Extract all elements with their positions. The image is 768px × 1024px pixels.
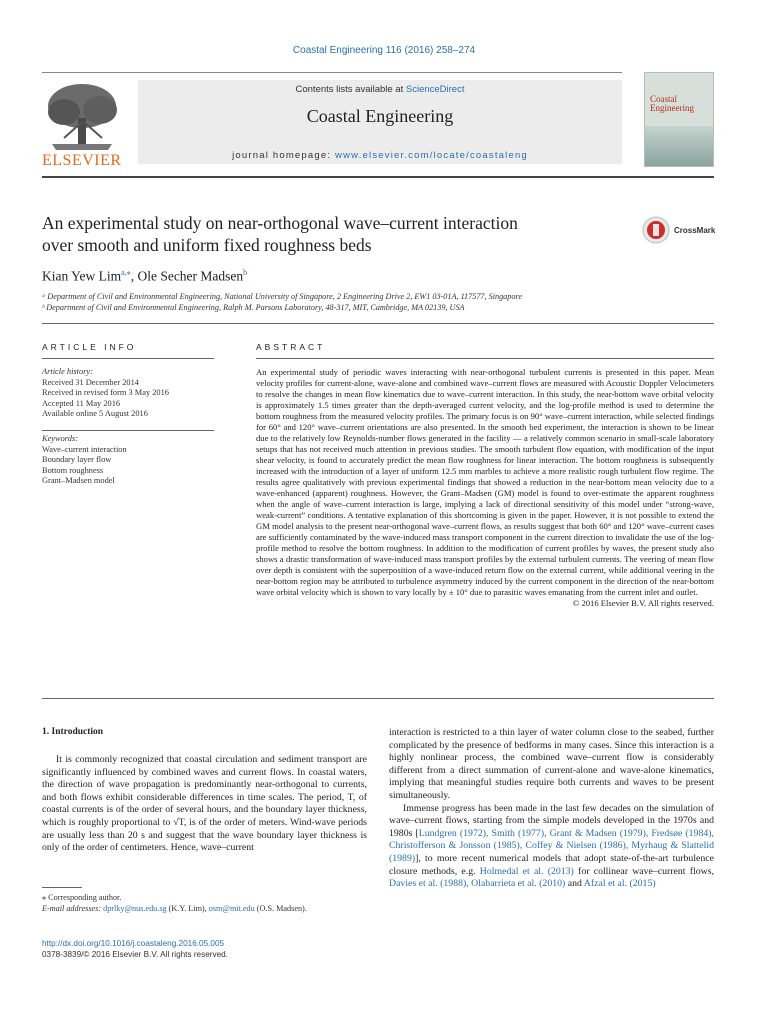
cover-title-line2: Engineering — [650, 103, 694, 113]
issn-line: 0378-3839/© 2016 Elsevier B.V. All rights reserved. — [42, 950, 228, 959]
article-title-line1: An experimental study on near-orthogonal wave–current interaction — [42, 213, 518, 233]
corresponding-author-note: ⁎ Corresponding author. — [42, 893, 122, 902]
contents-prefix: Contents lists available at — [295, 84, 406, 95]
paragraph-text: ], to more recent numerical models that adopt state-of-the-art turbulence closure methods, e.g. — [389, 852, 714, 877]
intro-paragraph — [389, 803, 714, 891]
keyword-item: Boundary layer flow — [42, 455, 112, 465]
crossmark-label: CrossMark — [674, 226, 716, 235]
keyword-item: Bottom roughness — [42, 465, 104, 475]
author-name[interactable]: Ole Secher Madsen — [137, 268, 244, 284]
citation-link[interactable]: Holmedal et al. (2013) — [479, 865, 574, 877]
email-prefix: E-mail addresses: — [42, 904, 104, 913]
online-date: Available online 5 August 2016 — [42, 409, 148, 419]
article-history — [42, 367, 214, 420]
crossmark-icon — [642, 216, 670, 244]
intro-paragraph: interaction is restricted to a thin layer of water column close to the seabed, further complicated by the presence of bedforms in many cases. Since this interaction is a highly nonlinear process, the combined wave–current flow is considerably different from a direct summation of current-alone and wave-alone kinematics, implying that meaningful studies require both currents and waves to be present simultaneously. — [389, 727, 714, 801]
revised-date: Received in revised form 3 May 2016 — [42, 388, 169, 398]
keyword-item: Wave–current interaction — [42, 444, 127, 454]
sciencedirect-link[interactable]: ScienceDirect — [405, 84, 465, 95]
received-date: Received 31 December 2014 — [42, 377, 139, 387]
affiliation-b: ᵇ Department of Civil and Environmental Engineering, Ralph M. Parsons Laboratory, 48-317, MIT, Cambridge, MA 02139, USA — [42, 303, 465, 312]
intro-right-column — [389, 727, 714, 891]
journal-masthead — [42, 72, 714, 167]
journal-homepage-line — [138, 150, 622, 161]
masthead-center-panel — [138, 80, 622, 164]
abstract-text: An experimental study of periodic waves interacting with near-orthogonal turbulent currents is presented in this paper. Mean velocity profiles for current-alone, wave-alone and combined wave–current flows are measured with Acoustic Doppler Velocimeters to resolve the changes in mean flow kinematics due to wave–current interaction. In this study, the near-bottom wave orbital velocity is approximately 1.5 times greater than the depth-averaged current velocity, and the log-profile method is used to determine the bottom roughness from the measured velocity profiles. The primary focus is on 90° wave–current interaction, while selected findings for 60° and 120° wave–current orientations are also presented. In the smooth bed experiment, the interaction is shown to be linear due to the relatively low Reynolds-number flows generated in the facility — a relatively common scenario in small-scale laboratory setups that has not received much attention in previous studies. The smooth turbulent flow equation, with modification of the input shear velocity, is found to accurately predict the mean flow roughness for linear interaction. The bottom roughness is subsequently increased with the introduction of a layer of uniform 12.5 mm marbles to achieve a more realistic rough turbulent flow regime. The results agree qualitatively with previous experimental findings that showed a reduction in the near-bottom mean velocity due to a wave-enhanced (apparent) roughness. However, the Grant–Madsen (GM) model is found to over-estimate the apparent roughness when the angle of wave–current interaction is large, implying a lack of directional sensitivity of this model under “strong-wave, weak-current” conditions. A tentative explanation of this shortcoming is given in the paper. However, it is not possible to extend the GM model analysis to the present near-orthogonal wave–current flows, as results suggest that both 60° and 120° wave–current cases are sufficiently contaminated by the wave-induced mass transport component in the current direction to invalidate the use of the log-profile method to resolve the bottom roughness. In addition to the modification of current profiles by waves, the present study also shows a drastic transformation of wave-induced mass transport profiles by the external turbulent currents. The veering of mean flow over depth is consistent with the superposition of a wave-induced return flow on the external current, while additional veering in the near-bottom region may be attributed to turbulence asymmetry induced by the current component in the direction of the near-bottom wave orbital velocity which is shown to vary locally by ± 10° due to parasitic waves emanating from the current inlet and outlet. — [256, 367, 714, 597]
email-link[interactable]: dprlky@nus.edu.sg — [103, 904, 167, 913]
journal-title: Coastal Engineering — [306, 106, 454, 126]
keywords-rule — [42, 430, 214, 431]
article-info-rule — [42, 358, 214, 359]
keywords-label: Keywords: — [42, 434, 78, 443]
history-label: Article history: — [42, 367, 93, 376]
cover-title-line1: Coastal — [650, 94, 677, 104]
email-owner: (O.S. Madsen). — [254, 904, 307, 913]
keywords-block — [42, 434, 214, 487]
masthead-rule — [42, 72, 622, 73]
abstract-body — [256, 367, 714, 609]
article-title — [42, 212, 602, 256]
citation-link[interactable]: Davies et al. (1988), Olabarrieta et al. (2010) — [389, 878, 566, 890]
cover-image — [645, 126, 714, 166]
abstract-heading: ABSTRACT — [256, 342, 326, 352]
citation-link[interactable]: Afzal et al. (2015) — [583, 878, 656, 890]
homepage-link[interactable]: www.elsevier.com/locate/coastaleng — [335, 150, 528, 161]
author-separator: , — [130, 268, 138, 284]
affiliation-a: ᵃ Department of Civil and Environmental Engineering, National University of Singapore, 2 Engineering Drive 2, EW1 03-01A, 117577, Singapore — [42, 292, 522, 301]
citation-link[interactable]: Lundgren (1972), Smith (1977), Grant & Madsen (1979), Fredsøe (1984), Christofferson & Jonsson (1985), Coffey & Nielsen (1986), Myrhaug & Slattelid (1989) — [389, 827, 714, 864]
author-name[interactable]: Kian Yew Lim — [42, 268, 122, 284]
author-list — [42, 268, 247, 285]
section-heading-introduction: 1. Introduction — [42, 727, 104, 737]
front-matter-divider — [42, 323, 714, 324]
doi-link[interactable] — [42, 939, 224, 950]
keyword-item: Grant–Madsen model — [42, 476, 115, 486]
cover-title — [650, 95, 694, 113]
email-line — [42, 904, 367, 915]
homepage-prefix: journal homepage: — [232, 150, 336, 161]
article-title-line2: over smooth and uniform fixed roughness beds — [42, 235, 372, 255]
author-affil-marker[interactable]: a,⁎ — [121, 268, 131, 277]
abstract-rule — [256, 358, 714, 359]
paragraph-text: and — [565, 878, 584, 890]
contents-lists-line — [138, 84, 622, 95]
footnote-rule — [42, 887, 82, 888]
email-link[interactable]: osm@mit.edu — [208, 904, 255, 913]
author-affil-marker[interactable]: b — [243, 268, 248, 277]
intro-left-column: It is commonly recognized that coastal circulation and sediment transport are significantly influenced by combined waves and current flows. In coastal waters, the direction of wave propagation is predominantly near-orthogonal to currents, and both flows exhibit considerable differences in time scales. The period, T, of coastal currents is of the order of several hours, and the boundary layer thickness, which is roughly proportional to √T, is of the order of meters. Wind-wave periods are usually less than 20 s and suggest that the wave boundary layer thickness is only of the order of centimeters. Hence, wave–current — [42, 754, 367, 854]
email-owner: (K.Y. Lim), — [166, 904, 209, 913]
journal-reference-link[interactable]: Coastal Engineering 116 (2016) 258–274 — [292, 45, 476, 56]
paragraph-text: for collinear wave–current flows, — [573, 865, 714, 877]
crossmark-badge[interactable] — [642, 216, 722, 246]
elsevier-wordmark: ELSEVIER — [42, 152, 122, 169]
article-info-heading: ARTICLE INFO — [42, 342, 137, 352]
abstract-bottom-rule — [42, 698, 714, 699]
doi-text[interactable]: http://dx.doi.org/10.1016/j.coastaleng.2016.05.005 — [42, 939, 225, 948]
abstract-copyright: © 2016 Elsevier B.V. All rights reserved. — [572, 598, 714, 608]
masthead-divider — [42, 176, 714, 178]
journal-cover-thumbnail — [644, 72, 714, 167]
accepted-date: Accepted 11 May 2016 — [42, 398, 121, 408]
paragraph-text: Immense progress has been made in the last few decades on the simulation of wave–current flows, starting from the simple models developed in the 1970s and 1980s [ — [389, 802, 714, 839]
